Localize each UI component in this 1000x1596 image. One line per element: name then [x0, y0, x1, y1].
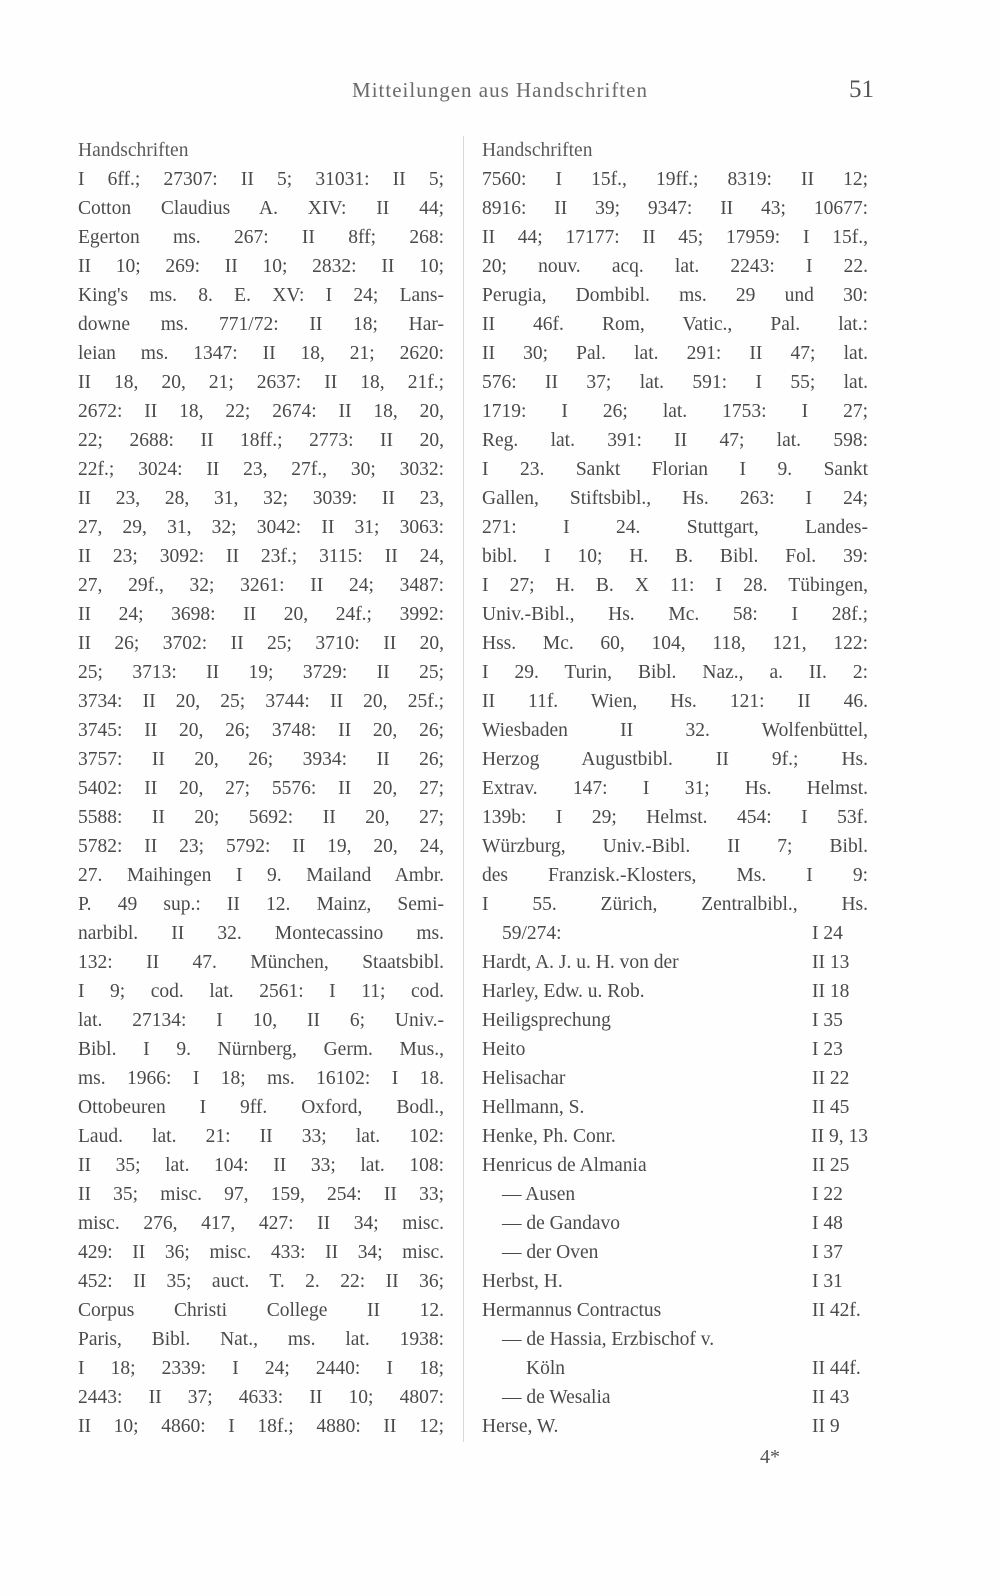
index-line: II 35; misc. 97, 159, 254: II 33; [78, 1184, 444, 1205]
entry-reference: I 35 [812, 1010, 843, 1031]
index-line: 271: I 24. Stuttgart, Landes- [482, 517, 868, 538]
entry-reference: II 43 [812, 1387, 850, 1408]
index-entry [482, 1006, 868, 1035]
entry-reference: I 22 [812, 1184, 843, 1205]
entry-name: Hellmann, S. [482, 1097, 585, 1118]
entry-reference: II 44f. [812, 1358, 861, 1379]
entry-name: — de Wesalia [502, 1387, 611, 1408]
index-line: 132: II 47. München, Staatsbibl. [78, 952, 444, 973]
index-line: II 46f. Rom, Vatic., Pal. lat.: [482, 314, 868, 335]
entry-name: Herse, W. [482, 1416, 559, 1437]
entry-name: Helisachar [482, 1068, 566, 1089]
index-line: I 29. Turin, Bibl. Naz., a. II. 2: [482, 662, 868, 683]
running-title: Mitteilungen aus Handschriften [352, 78, 648, 102]
entry-reference: II 45 [812, 1097, 850, 1118]
index-line: Cotton Claudius A. XIV: II 44; [78, 198, 444, 219]
index-line: I 18; 2339: I 24; 2440: I 18; [78, 1358, 444, 1379]
index-line: I 27; H. B. X 11: I 28. Tübingen, [482, 575, 868, 596]
index-line: Würzburg, Univ.-Bibl. II 7; Bibl. [482, 836, 868, 857]
index-line: II 11f. Wien, Hs. 121: II 46. [482, 691, 868, 712]
index-line: I 9; cod. lat. 2561: I 11; cod. [78, 981, 444, 1002]
index-line: II 10; 4860: I 18f.; 4880: II 12; [78, 1416, 444, 1437]
index-line: 2443: II 37; 4633: II 10; 4807: [78, 1387, 444, 1408]
index-entry [482, 1151, 868, 1180]
index-line: Extrav. 147: I 31; Hs. Helmst. [482, 778, 868, 799]
index-line: narbibl. II 32. Montecassino ms. [78, 923, 444, 944]
entry-name: 59/274: [502, 923, 562, 944]
entry-reference: II 13 [812, 952, 850, 973]
entry-name: Heito [482, 1039, 526, 1060]
index-entry [482, 1180, 868, 1209]
signature-mark: 4* [760, 1446, 780, 1468]
index-line: 5588: II 20; 5692: II 20, 27; [78, 807, 444, 828]
page-number: 51 [849, 76, 874, 103]
entry-reference: II 9 [812, 1416, 840, 1437]
index-line: I 55. Zürich, Zentralbibl., Hs. [482, 894, 868, 915]
index-entry [482, 1122, 868, 1151]
index-entry [482, 1209, 868, 1238]
entry-reference: I 48 [812, 1213, 843, 1234]
index-line: II 35; lat. 104: II 33; lat. 108: [78, 1155, 444, 1176]
index-line: des Franzisk.-Klosters, Ms. I 9: [482, 865, 868, 886]
index-line: II 10; 269: II 10; 2832: II 10; [78, 256, 444, 277]
index-line: 3734: II 20, 25; 3744: II 20, 25f.; [78, 691, 444, 712]
index-line: lat. 27134: I 10, II 6; Univ.- [78, 1010, 444, 1031]
index-line: ms. 1966: I 18; ms. 16102: I 18. [78, 1068, 444, 1089]
index-entry [482, 1383, 868, 1412]
index-line: 20; nouv. acq. lat. 2243: I 22. [482, 256, 868, 277]
entry-reference: II 25 [812, 1155, 850, 1176]
index-line: bibl. I 10; H. B. Bibl. Fol. 39: [482, 546, 868, 567]
entry-name: Hermannus Contractus [482, 1300, 662, 1321]
index-line: II 23, 28, 31, 32; 3039: II 23, [78, 488, 444, 509]
entry-name: Herbst, H. [482, 1271, 563, 1292]
index-entry-line: — de Hassia, Erzbischof v. [502, 1329, 715, 1350]
index-line: I 23. Sankt Florian I 9. Sankt [482, 459, 868, 480]
entry-reference: II 42f. [812, 1300, 861, 1321]
entry-name: — der Oven [502, 1242, 599, 1263]
index-line: Perugia, Dombibl. ms. 29 und 30: [482, 285, 868, 306]
index-line: 3745: II 20, 26; 3748: II 20, 26; [78, 720, 444, 741]
entry-reference: I 37 [812, 1242, 843, 1263]
index-line: 139b: I 29; Helmst. 454: I 53f. [482, 807, 868, 828]
index-line: Bibl. I 9. Nürnberg, Germ. Mus., [78, 1039, 444, 1060]
index-line: 429: II 36; misc. 433: II 34; misc. [78, 1242, 444, 1263]
index-line: 22f.; 3024: II 23, 27f., 30; 3032: [78, 459, 444, 480]
index-line: Ottobeuren I 9ff. Oxford, Bodl., [78, 1097, 444, 1118]
index-line: 452: II 35; auct. T. 2. 22: II 36; [78, 1271, 444, 1292]
index-entry [482, 1354, 868, 1383]
index-entry [482, 919, 868, 948]
entry-name: — de Gandavo [502, 1213, 621, 1234]
index-line: 27, 29f., 32; 3261: II 24; 3487: [78, 575, 444, 596]
index-line: leian ms. 1347: II 18, 21; 2620: [78, 343, 444, 364]
index-line: II 44; 17177: II 45; 17959: I 15f., [482, 227, 868, 248]
index-line: Egerton ms. 267: II 8ff; 268: [78, 227, 444, 248]
index-line: misc. 276, 417, 427: II 34; misc. [78, 1213, 444, 1234]
running-head [0, 76, 1000, 106]
index-line: II 18, 20, 21; 2637: II 18, 21f.; [78, 372, 444, 393]
index-line: Univ.-Bibl., Hs. Mc. 58: I 28f.; [482, 604, 868, 625]
index-entry [482, 1238, 868, 1267]
index-entry [482, 1093, 868, 1122]
entry-name: Köln [526, 1358, 565, 1379]
index-line: 2672: II 18, 22; 2674: II 18, 20, [78, 401, 444, 422]
entry-name: Hardt, A. J. u. H. von der [482, 952, 679, 973]
index-line: 27, 29, 31, 32; 3042: II 31; 3063: [78, 517, 444, 538]
index-entry [482, 977, 868, 1006]
index-line: Gallen, Stiftsbibl., Hs. 263: I 24; [482, 488, 868, 509]
index-line: 5402: II 20, 27; 5576: II 20, 27; [78, 778, 444, 799]
entry-name: Heiligsprechung [482, 1010, 611, 1031]
index-line: Paris, Bibl. Nat., ms. lat. 1938: [78, 1329, 444, 1350]
index-line: II 23; 3092: II 23f.; 3115: II 24, [78, 546, 444, 567]
index-line: Wiesbaden II 32. Wolfenbüttel, [482, 720, 868, 741]
index-line: Herzog Augustbibl. II 9f.; Hs. [482, 749, 868, 770]
index-line: Corpus Christi College II 12. [78, 1300, 444, 1321]
index-entry [482, 1267, 868, 1296]
right-column [482, 136, 868, 1441]
index-entry [482, 1412, 868, 1441]
entry-reference: I 24 [812, 923, 843, 944]
index-entry [482, 1064, 868, 1093]
column-heading: Handschriften [482, 140, 593, 161]
entry-name: — Ausen [502, 1184, 576, 1205]
index-line: 25; 3713: II 19; 3729: II 25; [78, 662, 444, 683]
index-line: 8916: II 39; 9347: II 43; 10677: [482, 198, 868, 219]
index-line: Hss. Mc. 60, 104, 118, 121, 122: [482, 633, 868, 654]
index-line: 7560: I 15f., 19ff.; 8319: II 12; [482, 169, 868, 190]
entry-reference: I 31 [812, 1271, 843, 1292]
entry-reference: II 22 [812, 1068, 850, 1089]
index-line: 5782: II 23; 5792: II 19, 20, 24, [78, 836, 444, 857]
entry-reference: II 9, 13 [811, 1126, 868, 1147]
entry-reference: I 23 [812, 1039, 843, 1060]
left-column [78, 136, 444, 1441]
index-line: 27. Maihingen I 9. Mailand Ambr. [78, 865, 444, 886]
column-heading: Handschriften [78, 140, 189, 161]
entry-name: Henricus de Almania [482, 1155, 647, 1176]
index-line: II 26; 3702: II 25; 3710: II 20, [78, 633, 444, 654]
index-line: I 6ff.; 27307: II 5; 31031: II 5; [78, 169, 444, 190]
index-line: 3757: II 20, 26; 3934: II 26; [78, 749, 444, 770]
index-entry [482, 948, 868, 977]
index-line: Reg. lat. 391: II 47; lat. 598: [482, 430, 868, 451]
index-entry [482, 1035, 868, 1064]
index-line: P. 49 sup.: II 12. Mainz, Semi- [78, 894, 444, 915]
entry-reference: II 18 [812, 981, 850, 1002]
index-line: 576: II 37; lat. 591: I 55; lat. [482, 372, 868, 393]
index-line: King's ms. 8. E. XV: I 24; Lans- [78, 285, 444, 306]
index-line: 1719: I 26; lat. 1753: I 27; [482, 401, 868, 422]
entry-name: Henke, Ph. Conr. [482, 1126, 616, 1147]
index-line: II 30; Pal. lat. 291: II 47; lat. [482, 343, 868, 364]
entry-name: Harley, Edw. u. Rob. [482, 981, 645, 1002]
index-line: downe ms. 771/72: II 18; Har- [78, 314, 444, 335]
index-line: II 24; 3698: II 20, 24f.; 3992: [78, 604, 444, 625]
index-line: Laud. lat. 21: II 33; lat. 102: [78, 1126, 444, 1147]
index-entry [482, 1296, 868, 1325]
column-divider [463, 136, 464, 1442]
index-line: 22; 2688: II 18ff.; 2773: II 20, [78, 430, 444, 451]
